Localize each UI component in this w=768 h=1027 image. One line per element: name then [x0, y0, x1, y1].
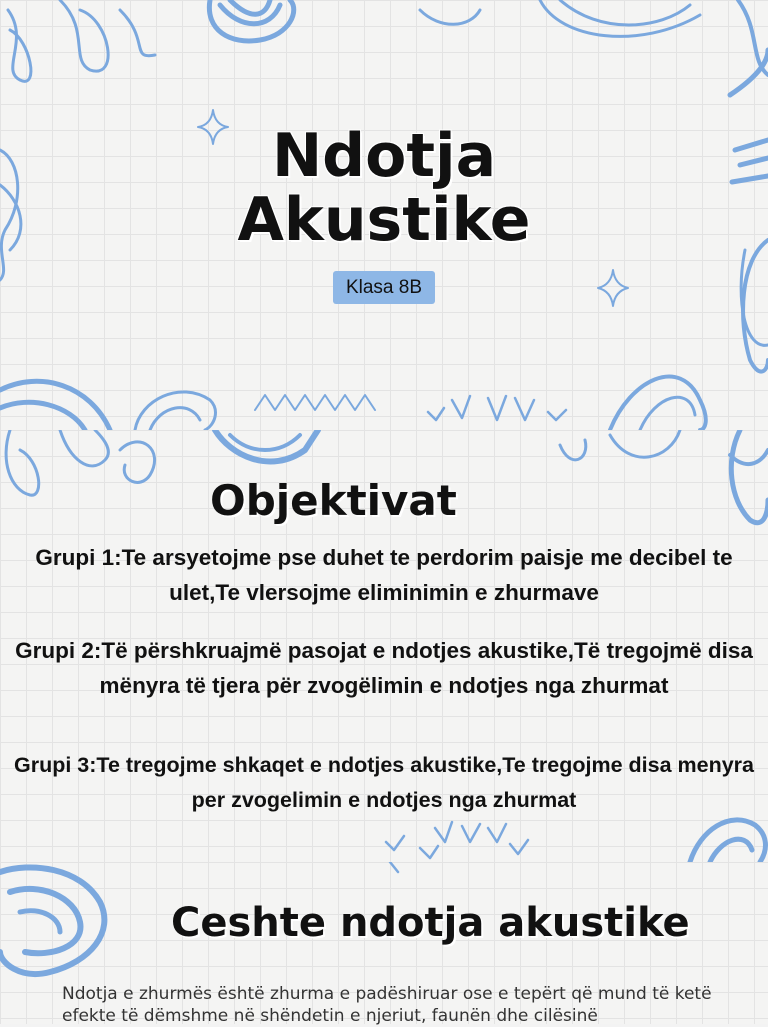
definition-heading: Ceshte ndotja akustike: [171, 900, 690, 946]
title-line-2: Akustike: [237, 185, 531, 255]
page-title: [0, 121, 768, 255]
group-1-objective: Grupi 1:Te arsyetojme pse duhet te perdorim paisje me decibel te ulet,Te vlersojme eliminimin e zhurmave: [35, 545, 733, 605]
group-2-objective: Grupi 2:Të përshkruajmë pasojat e ndotjes akustike,Të tregojmë disa mënyra të tjera për zvogëlimin e ndotjes nga zhurmat: [15, 638, 753, 698]
definition-text: Ndotja e zhurmës është zhurma e padëshiruar ose e tepërt që mund të ketë efekte të dëmshme në shëndetin e njeriut, faunën dhe cilësinë: [62, 984, 712, 1026]
title-line-1: Ndotja: [271, 121, 497, 191]
group-3-objective: Grupi 3:Te tregojme shkaqet e ndotjes akustike,Te tregojme disa menyra per zvogelimin e ndotjes nga zhurmat: [14, 753, 754, 812]
objectives-heading: Objektivat: [210, 476, 457, 525]
sparkle-icon: [598, 270, 628, 306]
title-slide: [0, 0, 768, 430]
class-badge: Klasa 8B: [333, 271, 435, 304]
